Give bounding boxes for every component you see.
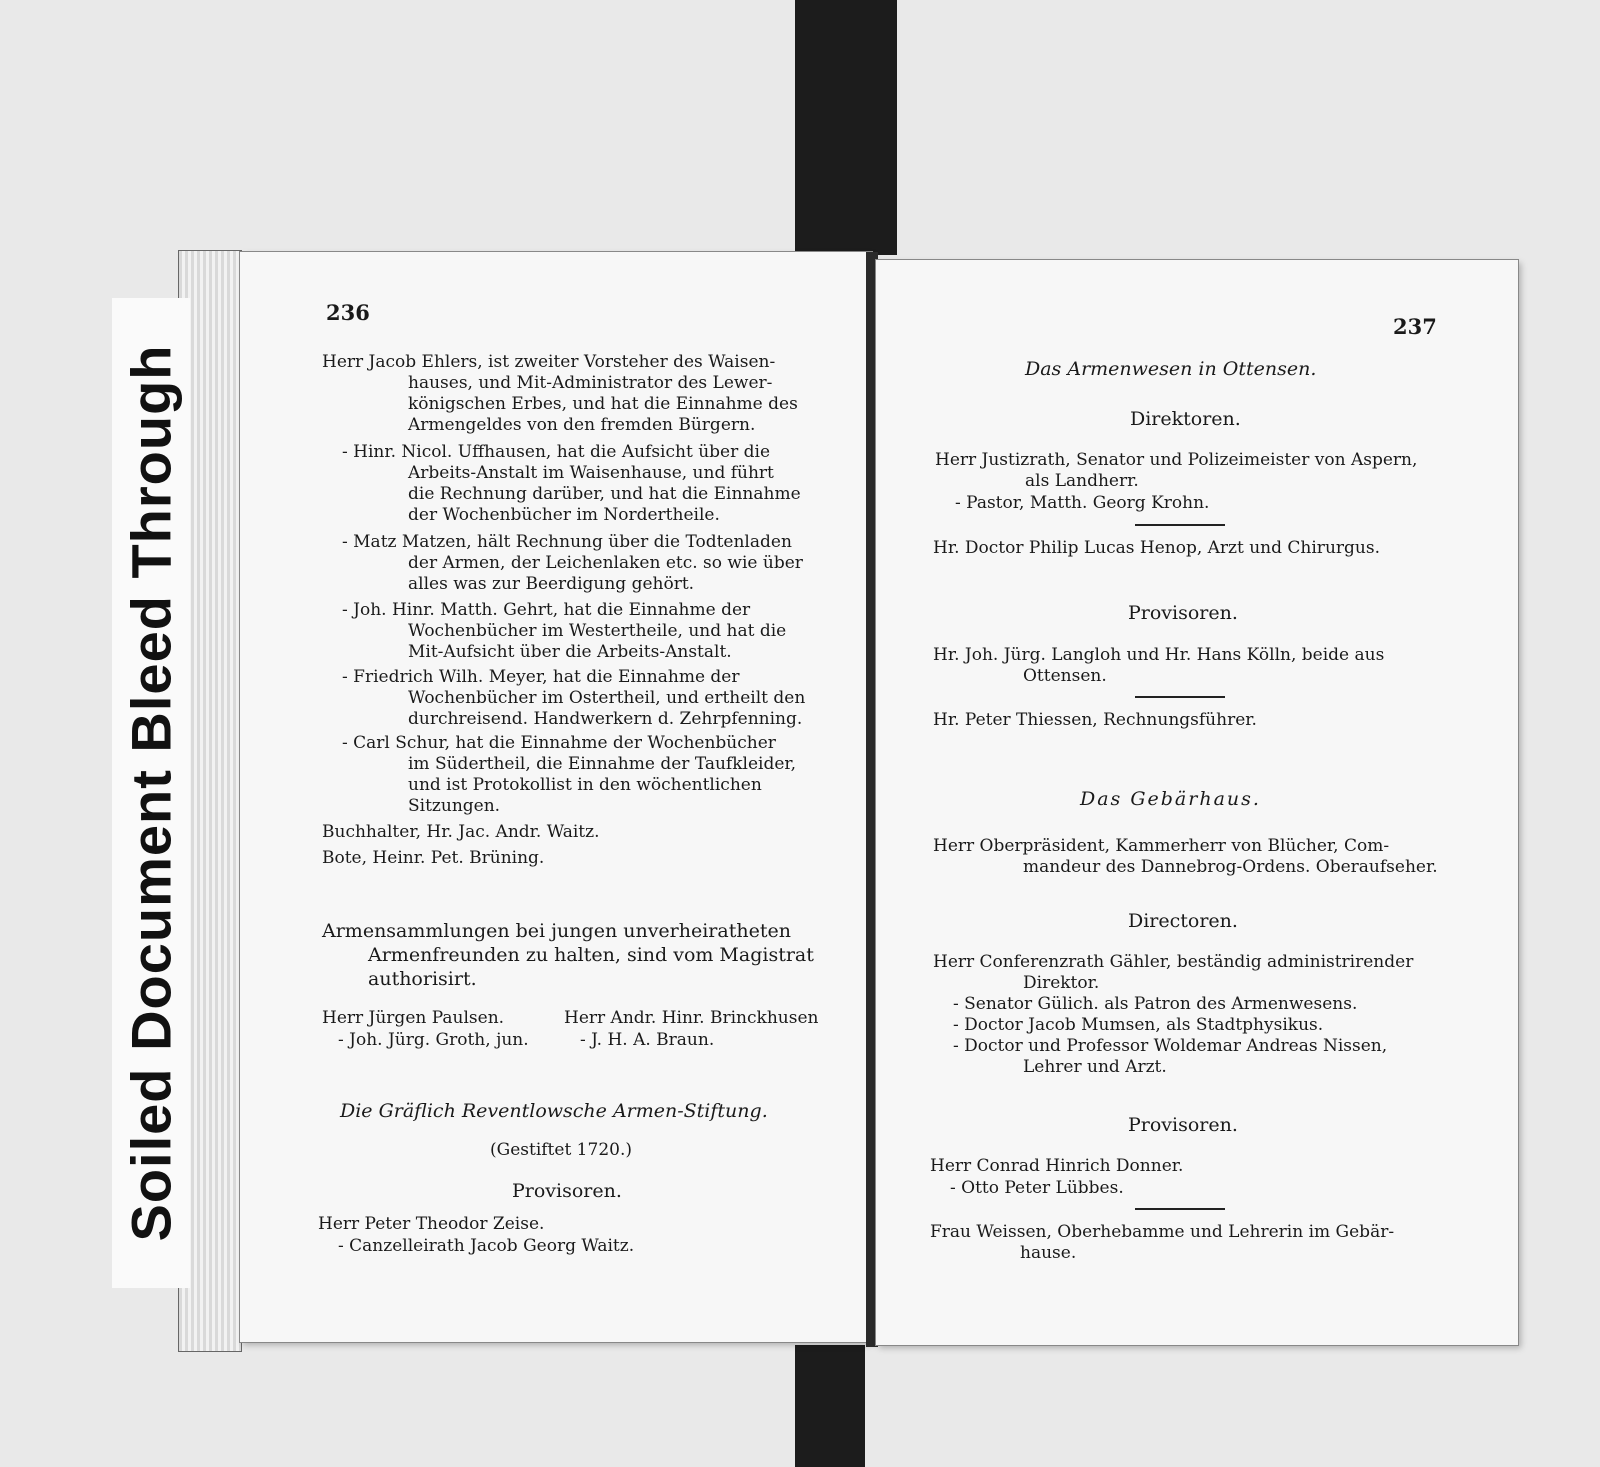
entry-line: alles was zur Beerdigung gehört. [408, 574, 695, 594]
rechnungsfuehrer-line: Hr. Peter Thiessen, Rechnungsführer. [933, 710, 1257, 730]
direktoren-line: als Landherr. [1025, 471, 1139, 491]
entry-line: Arbeits-Anstalt im Waisenhause, und führt [408, 463, 774, 483]
entry-line: im Südertheil, die Einnahme der Taufkleider, [408, 754, 797, 774]
entry-line: königschen Erbes, und hat die Einnahme des [408, 394, 798, 414]
name-col2-line: Herr Andr. Hinr. Brinckhusen [564, 1008, 819, 1028]
entry-line: und ist Protokollist in den wöchentlichen [408, 775, 762, 795]
entry-line: Mit-Aufsicht über die Arbeits-Anstalt. [408, 642, 732, 662]
provisoren-line: Hr. Joh. Jürg. Langloh und Hr. Hans Kölln, beide aus [933, 645, 1385, 665]
frau-line: hause. [1020, 1243, 1077, 1263]
frau-line: Frau Weissen, Oberhebamme und Lehrerin im Gebär- [930, 1222, 1395, 1242]
soiled-document-warning-label [112, 298, 190, 1288]
page-number-right: 237 [1393, 314, 1437, 339]
provisoren2-heading: Provisoren. [1128, 1114, 1238, 1136]
directoren-line: Direktor. [1023, 973, 1100, 993]
entry-line: - Joh. Hinr. Matth. Gehrt, hat die Einnahme der [342, 600, 751, 620]
entry-line: - Friedrich Wilh. Meyer, hat die Einnahme der [342, 667, 740, 687]
entry-line: Armengeldes von den fremden Bürgern. [408, 415, 756, 435]
armensammlungen-line: authorisirt. [368, 968, 477, 990]
entry-line: der Armen, der Leichenlaken etc. so wie über [408, 553, 803, 573]
divider [1135, 696, 1225, 698]
name-col1-line: - Joh. Jürg. Groth, jun. [338, 1030, 529, 1050]
stiftung-year: (Gestiftet 1720.) [490, 1140, 632, 1160]
entry-line: durchreisend. Handwerkern d. Zehrpfenning. [408, 709, 803, 729]
directoren-heading: Directoren. [1128, 910, 1238, 932]
gebaerhaus-title: Das Gebärhaus. [1080, 788, 1261, 810]
ottensen-title: Das Armenwesen in Ottensen. [1025, 358, 1317, 380]
stiftung-name-line: Herr Peter Theodor Zeise. [318, 1214, 545, 1234]
name-col2-line: - J. H. A. Braun. [580, 1030, 715, 1050]
entry-line: - Carl Schur, hat die Einnahme der Wochenbücher [342, 733, 776, 753]
provisoren-heading-left: Provisoren. [512, 1180, 622, 1202]
oberpraesident-line: Herr Oberpräsident, Kammerherr von Blücher, Com- [933, 836, 1390, 856]
directoren-line: Herr Conferenzrath Gähler, beständig administrirender [933, 952, 1414, 972]
entry-line: Herr Jacob Ehlers, ist zweiter Vorsteher des Waisen- [322, 352, 776, 372]
provisoren2-line: Herr Conrad Hinrich Donner. [930, 1156, 1184, 1176]
direktoren-line: - Pastor, Matth. Georg Krohn. [955, 493, 1210, 513]
entry-line: Wochenbücher im Ostertheil, und ertheilt den [408, 688, 806, 708]
directoren-line: - Doctor Jacob Mumsen, als Stadtphysikus. [953, 1015, 1324, 1035]
direktoren-heading: Direktoren. [1130, 408, 1241, 430]
stiftung-title: Die Gräflich Reventlowsche Armen-Stiftung. [340, 1100, 768, 1122]
name-col1-line: Herr Jürgen Paulsen. [322, 1008, 505, 1028]
armensammlungen-line: Armenfreunden zu halten, sind vom Magistrat [368, 944, 814, 966]
entry-line: Sitzungen. [408, 796, 501, 816]
provisoren-heading-right: Provisoren. [1128, 602, 1238, 624]
provisoren2-line: - Otto Peter Lübbes. [950, 1178, 1124, 1198]
microfilm-spine-top [795, 0, 897, 255]
entry-line: hauses, und Mit-Administrator des Lewer- [408, 373, 773, 393]
provisoren-line: Ottensen. [1023, 666, 1107, 686]
stiftung-name-line: - Canzelleirath Jacob Georg Waitz. [338, 1236, 635, 1256]
arzt-line: Hr. Doctor Philip Lucas Henop, Arzt und Chirurgus. [933, 538, 1380, 558]
divider [1135, 1208, 1225, 1210]
divider [1135, 524, 1225, 526]
microfilm-spine-bottom [795, 1345, 865, 1467]
page-number-left: 236 [326, 300, 370, 325]
entry-line: Wochenbücher im Westertheile, und hat die [408, 621, 787, 641]
armensammlungen-line: Armensammlungen bei jungen unverheiratheten [322, 920, 791, 942]
directoren-line: - Doctor und Professor Woldemar Andreas Nissen, [953, 1036, 1388, 1056]
directoren-line: Lehrer und Arzt. [1023, 1057, 1167, 1077]
direktoren-line: Herr Justizrath, Senator und Polizeimeister von Aspern, [935, 450, 1418, 470]
directoren-line: - Senator Gülich. als Patron des Armenwesens. [953, 994, 1358, 1014]
bote-line: Bote, Heinr. Pet. Brüning. [322, 848, 545, 868]
entry-line: der Wochenbücher im Nordertheile. [408, 505, 720, 525]
oberpraesident-line: mandeur des Dannebrog-Ordens. Oberaufseher. [1023, 857, 1438, 877]
entry-line: - Matz Matzen, hält Rechnung über die Todtenladen [342, 532, 792, 552]
buchhalter-line: Buchhalter, Hr. Jac. Andr. Waitz. [322, 822, 600, 842]
entry-line: die Rechnung darüber, und hat die Einnahme [408, 484, 801, 504]
entry-line: - Hinr. Nicol. Uffhausen, hat die Aufsicht über die [342, 442, 771, 462]
warning-label-text: Soiled Document Bleed Through [119, 344, 183, 1242]
